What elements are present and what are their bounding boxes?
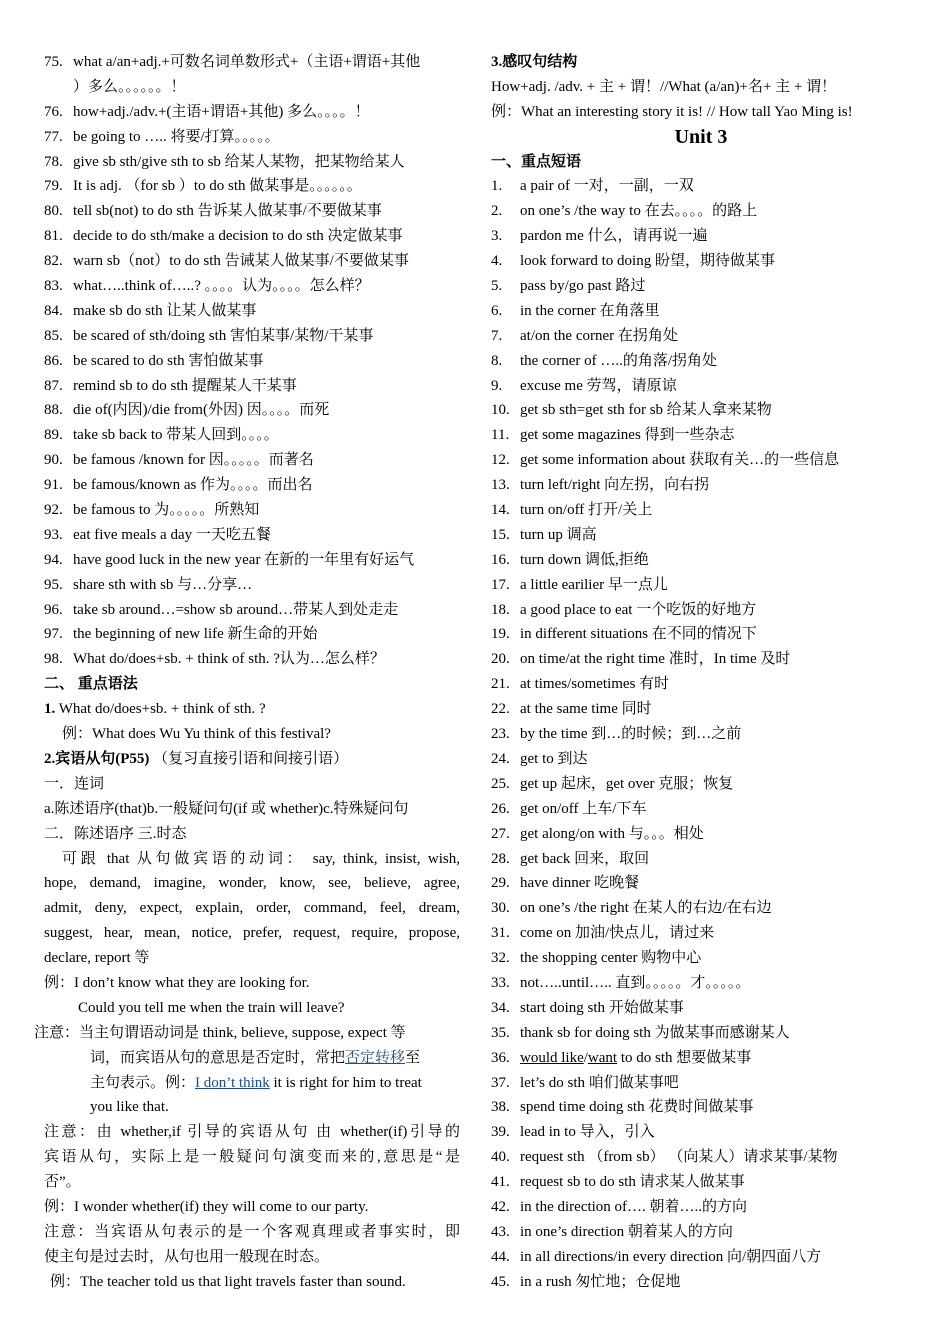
grammar-heading: 二、 重点语法 [44, 676, 138, 693]
list-item: 88. die of(内因)/die from(外因) 因。。。。而死 [44, 402, 330, 419]
note-line: you like that. [90, 1099, 169, 1116]
paragraph-line: 可跟 that 从句做宾语的动词： say, think, insist, wish, [62, 850, 460, 867]
list-item: 43. in one’s direction 朝着某人的方向 [491, 1223, 733, 1240]
note-line: 注意：当宾语从句表示的是一个客观真理或者事实时，即 [44, 1223, 460, 1240]
list-item: 26. get on/off 上车/下车 [491, 800, 647, 817]
list-item: 27. get along/on with 与。。。相处 [491, 825, 704, 842]
list-item: 20. on time/at the right time 准时，In time 及时 [491, 651, 791, 668]
list-item: 13. turn left/right 向左拐，向右拐 [491, 477, 710, 494]
list-item: 24. get to 到达 [491, 750, 588, 767]
list-item: 23. by the time 到…的时候；到…之前 [491, 726, 742, 743]
list-item: 36. would like/want to do sth 想要做某事 [491, 1049, 752, 1066]
list-item: 84. make sb do sth 让某人做某事 [44, 302, 257, 319]
list-item: 37. let’s do sth 咱们做某事吧 [491, 1074, 679, 1091]
right-column [491, 50, 911, 1295]
list-item-continuation: ）多么。。。。。。！ [73, 78, 186, 95]
list-item: 93. eat five meals a day 一天吃五餐 [44, 526, 271, 543]
note-line: 注意：当主句谓语动词是 think, believe, suppose, expect 等 [34, 1024, 406, 1041]
list-item: 17. a little earilier 早一点儿 [491, 576, 668, 593]
list-item: 85. be scared of sth/doing sth 害怕某事/某物/干某事 [44, 327, 374, 344]
list-item: 5. pass by/go past 路过 [491, 278, 646, 295]
list-item: 86. be scared to do sth 害怕做某事 [44, 352, 264, 369]
list-item: 16. turn down 调低,拒绝 [491, 551, 649, 568]
note-line: 宾语从句，实际上是一般疑问句演变而来的,意思是“是 [44, 1149, 460, 1166]
list-item: 42. in the direction of…. 朝着…..的方向 [491, 1198, 748, 1215]
grammar-point-2: 2.宾语从句(P55) （复习直接引语和间接引语） [44, 750, 349, 767]
list-item: 33. not…..until….. 直到。。。。。才。。。。。 [491, 974, 751, 991]
list-item: 81. decide to do sth/make a decision to do sth 决定做某事 [44, 228, 403, 245]
note-line: 主句表示。例：I don’t think it is right for him to treat [90, 1074, 422, 1091]
list-item: 95. share sth with sb 与…分享… [44, 576, 253, 593]
phrases-heading: 一、重点短语 [491, 153, 582, 170]
list-item: 98. What do/does+sb. + think of sth. ?认为…怎么样？ [44, 651, 385, 668]
list-item: 9. excuse me 劳驾，请原谅 [491, 377, 677, 394]
list-item: 35. thank sb for doing sth 为做某事而感谢某人 [491, 1024, 790, 1041]
list-item: 32. the shopping center 购物中心 [491, 950, 702, 967]
list-item: 1. a pair of 一对，一副，一双 [491, 178, 694, 195]
grammar-example: 例：What does Wu Yu think of this festival? [62, 726, 331, 743]
list-item: 76. how+adj./adv.+(主语+谓语+其他) 多么。。。。！ [44, 103, 370, 120]
list-item: 12. get some information about 获取有关…的一些信息 [491, 452, 840, 469]
grammar-subheading: 一．连词 [44, 775, 105, 792]
list-item: 30. on one’s /the right 在某人的右边/在右边 [491, 900, 772, 917]
grammar-text: a.陈述语序(that)b.一般疑问句(if 或 whether)c.特殊疑问句 [44, 800, 409, 817]
list-item: 77. be going to ….. 将要/打算。。。。。 [44, 128, 280, 145]
note-line: 否”。 [44, 1174, 81, 1191]
list-item: 29. have dinner 吃晚餐 [491, 875, 640, 892]
list-item: 96. take sb around…=show sb around…带某人到处走走 [44, 601, 399, 618]
left-column [34, 50, 460, 1295]
example-line: Could you tell me when the train will leave? [78, 999, 345, 1016]
example-line: 例：What an interesting story it is! // How tall Yao Ming is! [491, 103, 853, 120]
list-item: 97. the beginning of new life 新生命的开始 [44, 626, 318, 643]
list-item: 4. look forward to doing 盼望，期待做某事 [491, 253, 775, 270]
separator: / [583, 1049, 588, 1066]
example-line: 例：I wonder whether(if) they will come to our party. [44, 1198, 369, 1215]
list-item: 45. in a rush 匆忙地；仓促地 [491, 1273, 681, 1290]
grammar-subheading: 二．陈述语序 三.时态 [44, 825, 187, 842]
list-item: 41. request sb to do sth 请求某人做某事 [491, 1174, 745, 1191]
underlined-text: want [587, 1049, 618, 1066]
list-item: 83. what…..think of…..? 。。。。认为。。。。怎么样？ [44, 278, 370, 295]
list-item: 38. spend time doing sth 花费时间做某事 [491, 1099, 754, 1116]
paragraph-line: admit, deny, expect, explain, order, command, feel, dream, [44, 900, 460, 917]
list-item: 40. request sth （from sb） （向某人）请求某事/某物 [491, 1149, 838, 1166]
unit-title: Unit 3 [674, 125, 728, 148]
note-line: 使主句是过去时，从句也用一般现在时态。 [44, 1248, 330, 1265]
hyperlink[interactable]: 否定转移 [345, 1049, 406, 1066]
list-item: 94. have good luck in the new year 在新的一年里有好运气 [44, 551, 415, 568]
note-line: 注意：由 whether,if 引导的宾语从句 由 whether(if)引导的 [44, 1124, 460, 1141]
list-item: 19. in different situations 在不同的情况下 [491, 626, 757, 643]
paragraph-line: hope, demand, imagine, wonder, know, see, believe, agree, [44, 875, 460, 892]
list-item: 25. get up 起床，get over 克服；恢复 [491, 775, 734, 792]
grammar-text: How+adj. /adv. + 主 + 谓！//What (a/an)+名+ 主 + 谓！ [491, 78, 837, 95]
list-item: 78. give sb sth/give sth to sb 给某人某物，把某物给某人 [44, 153, 405, 170]
list-item: 80. tell sb(not) to do sth 告诉某人做某事/不要做某事 [44, 203, 382, 220]
example-line: 例：The teacher told us that light travels faster than sound. [50, 1273, 406, 1290]
list-item: 44. in all directions/in every direction 向/朝四面八方 [491, 1248, 822, 1265]
paragraph-line: suggest, hear, mean, notice, prefer, request, require, propose, [44, 925, 460, 942]
list-item: 87. remind sb to do sth 提醒某人干某事 [44, 377, 297, 394]
list-item: 31. come on 加油/快点儿，请过来 [491, 925, 715, 942]
list-item: 10. get sb sth=get sth for sb 给某人拿来某物 [491, 402, 772, 419]
list-item: 2. on one’s /the way to 在去。。。。的路上 [491, 203, 758, 220]
example-line: 例：I don’t know what they are looking for. [44, 974, 310, 991]
list-item: 91. be famous/known as 作为。。。。而出名 [44, 477, 313, 494]
list-item: 82. warn sb（not）to do sth 告诫某人做某事/不要做某事 [44, 253, 409, 270]
section-title: 3.感叹句结构 [491, 54, 578, 70]
paragraph-line: declare, report 等 [44, 950, 150, 967]
list-item: 18. a good place to eat 一个吃饭的好地方 [491, 601, 757, 618]
list-item: 39. lead in to 导入，引入 [491, 1124, 655, 1141]
grammar-point-1: 1. What do/does+sb. + think of sth. ? [44, 701, 266, 718]
list-item: 22. at the same time 同时 [491, 701, 652, 718]
list-item: 8. the corner of …..的角落/拐角处 [491, 352, 718, 369]
list-item: 6. in the corner 在角落里 [491, 302, 660, 319]
item-text: to do sth 想要做某事 [617, 1049, 752, 1066]
list-item: 89. take sb back to 带某人回到。。。。 [44, 427, 279, 444]
list-item: 14. turn on/off 打开/关上 [491, 502, 653, 519]
list-item: 7. at/on the corner 在拐角处 [491, 327, 678, 344]
list-item: 15. turn up 调高 [491, 526, 597, 543]
note-line: 词，而宾语从句的意思是否定时，常把否定转移至 [90, 1049, 421, 1066]
list-item: 79. It is adj. （for sb ）to do sth 做某事是。。。。。。 [44, 178, 362, 195]
list-item: 90. be famous /known for 因。。。。。而著名 [44, 452, 314, 469]
list-item: 75. what a/an+adj.+可数名词单数形式+（主语+谓语+其他 [44, 54, 421, 70]
list-item: 34. start doing sth 开始做某事 [491, 999, 684, 1016]
list-item: 28. get back 回来，取回 [491, 850, 650, 867]
list-item: 3. pardon me 什么，请再说一遍 [491, 228, 708, 245]
underlined-text: would like [520, 1049, 584, 1066]
list-item: 11. get some magazines 得到一些杂志 [491, 427, 735, 444]
list-item: 21. at times/sometimes 有时 [491, 676, 670, 693]
list-item: 92. be famous to 为。。。。。所熟知 [44, 502, 260, 519]
hyperlink[interactable]: I don’t think [195, 1074, 270, 1091]
